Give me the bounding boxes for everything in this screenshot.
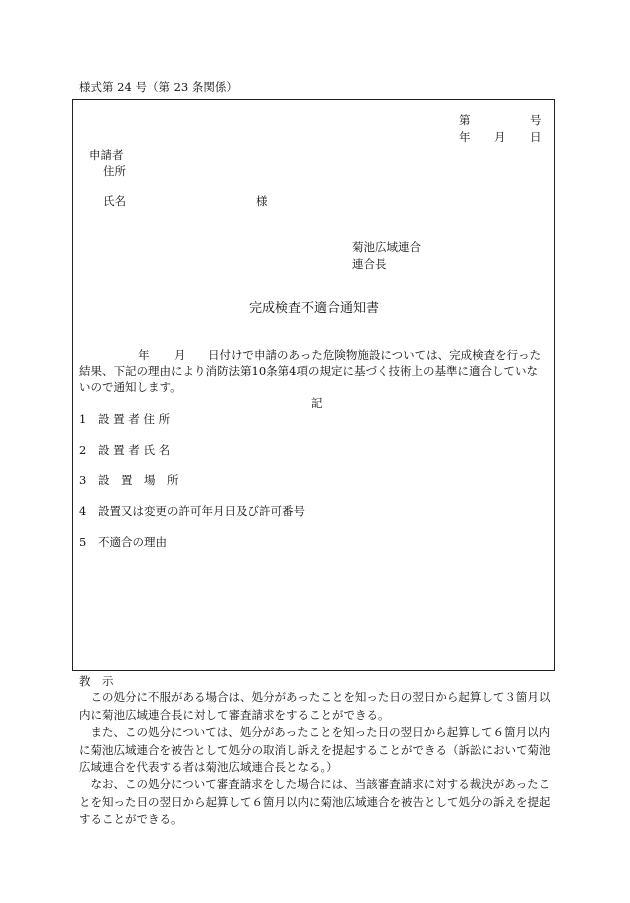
form-number: 様式第 24 号（第 23 条関係） xyxy=(79,80,238,94)
notice-paragraph-2: また、この処分については、処分があったことを知った日の翌日から起算して６箇月以内に菊池広域連合を被告として処分の取消し訴えを提起することができる（訴訟において菊池広域連合を代表する者は菊池広域連合長となる。） xyxy=(79,725,551,774)
item-5-number: 5 xyxy=(79,535,87,549)
body-line3: いので通知します。 xyxy=(79,380,182,394)
item-2-label: 設 置 者 氏 名 xyxy=(98,443,171,457)
item-4-label: 設置又は変更の許可年月日及び許可番号 xyxy=(98,504,305,518)
applicant-heading: 申請者 xyxy=(89,148,124,162)
body-line2: 結果、下記の理由により消防法第10条第4項の規定に基づく技術上の基準に適合していな xyxy=(79,364,538,378)
item-4-number: 4 xyxy=(79,504,87,518)
issuer-title: 連合長 xyxy=(352,257,387,271)
item-3-number: 3 xyxy=(79,473,87,487)
document-title: 完成検査不適合通知書 xyxy=(249,301,380,316)
item-1-number: 1 xyxy=(79,412,87,426)
item-3-label: 設 置 場 所 xyxy=(98,473,179,487)
item-2-number: 2 xyxy=(79,443,87,457)
applicant-honorific: 様 xyxy=(256,194,268,208)
applicant-address-label: 住所 xyxy=(103,164,126,178)
notice-paragraph-3: なお、この処分について審査請求をした場合には、当該審査請求に対する裁決があったことを知った日の翌日から起算して６箇月以内に菊池広域連合を被告として処分の訴えを提起することができる。 xyxy=(79,777,551,826)
body-line1-year: 年 xyxy=(138,348,150,362)
item-1-label: 設 置 者 住 所 xyxy=(98,412,171,426)
body-line1-rest: 日付けで申請のあった危険物施設については、完成検査を行った xyxy=(208,348,542,362)
date-day: 日 xyxy=(530,130,542,144)
date-year: 年 xyxy=(459,130,471,144)
doc-number-dai: 第 xyxy=(459,113,471,127)
item-5-label: 不適合の理由 xyxy=(98,535,167,549)
applicant-name-label: 氏名 xyxy=(103,194,126,208)
ki-label: 記 xyxy=(311,396,323,410)
body-line1-month: 月 xyxy=(174,348,186,362)
doc-number-go: 号 xyxy=(530,113,542,127)
notice-heading: 教 示 xyxy=(79,674,114,688)
notice-paragraph-1: この処分に不服がある場合は、処分があったことを知った日の翌日から起算して３箇月以内に菊池広域連合長に対して審査請求をすることができる。 xyxy=(79,690,551,722)
date-month: 月 xyxy=(494,130,506,144)
issuer-org: 菊池広域連合 xyxy=(352,240,421,254)
